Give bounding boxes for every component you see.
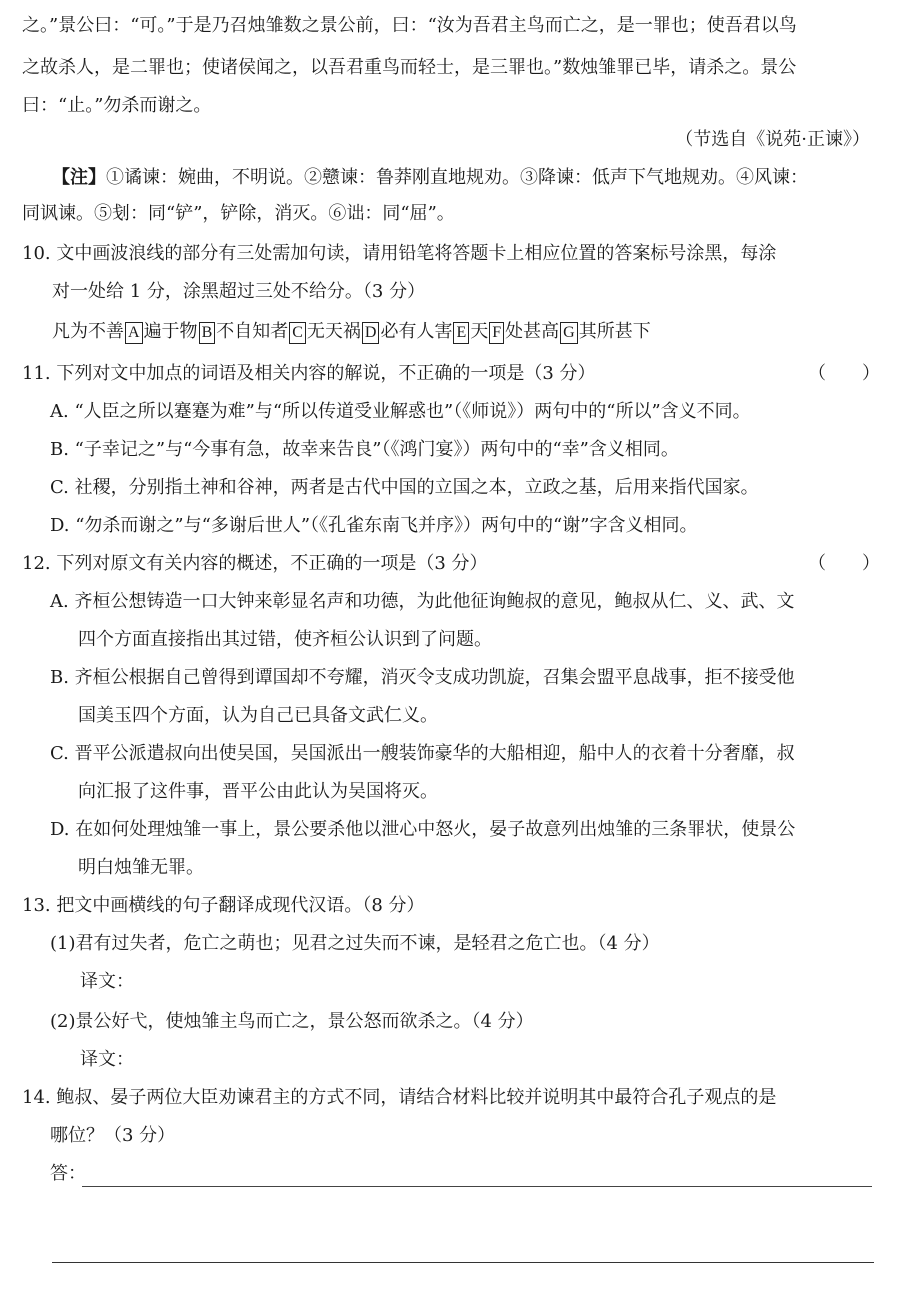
q14-answer-line[interactable] (82, 1186, 872, 1187)
q13-translation-label-2: 译文： (80, 1049, 134, 1070)
q10-option-box-g[interactable]: G (560, 322, 578, 344)
passage-line-3: 曰：“止。”勿杀而谢之。 (22, 95, 212, 116)
bottom-rule (52, 1262, 874, 1263)
q12-option-b-line-1: B. 齐桓公根据自己曾得到谭国却不夸耀，消灭令支成功凯旋，召集会盟平息战事，拒不接受他 (50, 667, 795, 688)
q12-option-a-line-1: A. 齐桓公想铸造一口大钟来彰显名声和功德，为此他征询鲍叔的意见，鲍叔从仁、义、武、文 (50, 591, 795, 612)
q11-option-b: B. “子幸记之”与“今事有急，故幸来告良”（《鸿门宴》）两句中的“幸”含义相同。 (50, 439, 679, 460)
q12-option-a-line-2: 四个方面直接指出其过错，使齐桓公认识到了问题。 (78, 629, 492, 650)
q10-option-box-b[interactable]: B (199, 322, 216, 344)
q11-stem: 11. 下列对文中加点的词语及相关内容的解说，不正确的一项是（3 分） (22, 363, 596, 384)
q10-stem-line-2: 对一处给 1 分，涂黑超过三处不给分。（3 分） (52, 281, 426, 302)
q12-answer-paren[interactable]: （ ） (808, 553, 880, 574)
passage-source: （节选自《说苑·正谏》） (675, 129, 870, 150)
q14-answer-label: 答： (50, 1163, 86, 1184)
passage-line-1: 之。”景公曰：“可。”于是乃召烛雏数之景公前，曰：“汝为吾君主鸟而亡之，是一罪也；使吾君以鸟 (22, 15, 797, 36)
note-line-1 (52, 166, 808, 190)
note-text-1: ①谲谏：婉曲，不明说。②戆谏：鲁莽刚直地规劝。③降谏：低声下气地规劝。④风谏： (106, 167, 808, 188)
q12-stem: 12. 下列对原文有关内容的概述，不正确的一项是（3 分） (22, 553, 488, 574)
q11-option-a: A. “人臣之所以蹇蹇为难”与“所以传道受业解惑也”（《师说》）两句中的“所以”含义不同。 (50, 401, 751, 422)
q14-stem-line-1: 14. 鲍叔、晏子两位大臣劝谏君主的方式不同，请结合材料比较并说明其中最符合孔子观点的是 (22, 1087, 777, 1108)
q13-stem: 13. 把文中画横线的句子翻译成现代汉语。（8 分） (22, 895, 425, 916)
q10-segment-text: 必有人害 (380, 321, 453, 342)
q13-sentence-1: (1)君有过失者，危亡之萌也；见君之过失而不谏，是轻君之危亡也。（4 分） (50, 933, 660, 954)
q12-option-b-line-2: 国美玉四个方面，认为自己已具备文武仁义。 (78, 705, 438, 726)
q10-segment-text: 无天祸 (306, 321, 361, 342)
q12-option-c-line-2: 向汇报了这件事，晋平公由此认为吴国将灭。 (78, 781, 438, 802)
q10-option-box-d[interactable]: D (362, 322, 380, 344)
q11-option-d: D. “勿杀而谢之”与“多谢后世人”（《孔雀东南飞并序》）两句中的“谢”字含义相同。 (50, 515, 698, 536)
q12-option-d-line-2: 明白烛雏无罪。 (78, 857, 204, 878)
q10-segment-text: 天 (470, 321, 489, 342)
q10-segment-text: 不自知者 (216, 321, 289, 342)
passage-line-2: 之故杀人，是二罪也；使诸侯闻之，以吾君重鸟而轻士，是三罪也。”数烛雏罪已毕，请杀之。景公 (22, 57, 797, 78)
q10-segments (52, 320, 651, 344)
q10-segment-text: 处甚高 (505, 321, 560, 342)
note-tag: 【注】 (52, 167, 106, 188)
q10-option-box-c[interactable]: C (289, 322, 306, 344)
q10-option-box-e[interactable]: E (453, 322, 469, 344)
q10-option-box-a[interactable]: A (125, 322, 143, 344)
q11-answer-paren[interactable]: （ ） (808, 363, 880, 384)
q10-segment-text: 遍于物 (143, 321, 198, 342)
q12-option-d-line-1: D. 在如何处理烛雏一事上，景公要杀他以泄心中怒火，晏子故意列出烛雏的三条罪状，使景公 (50, 819, 796, 840)
note-line-2: 同讽谏。⑤刬：同“铲”，铲除，消灭。⑥诎：同“屈”。 (22, 203, 455, 224)
q12-option-c-line-1: C. 晋平公派遣叔向出使吴国，吴国派出一艘装饰豪华的大船相迎，船中人的衣着十分奢靡，叔 (50, 743, 795, 764)
q13-translation-label-1: 译文： (80, 971, 134, 992)
q10-option-box-f[interactable]: F (489, 322, 504, 344)
q10-segment-text: 凡为不善 (52, 321, 124, 342)
q13-sentence-2: (2)景公好弋，使烛雏主鸟而亡之，景公怒而欲杀之。（4 分） (50, 1011, 534, 1032)
q10-segment-text: 其所甚下 (578, 321, 651, 342)
q10-stem-line-1: 10. 文中画波浪线的部分有三处需加句读，请用铅笔将答题卡上相应位置的答案标号涂黑，每涂 (22, 243, 777, 264)
q14-stem-line-2: 哪位？（3 分） (50, 1125, 176, 1146)
q11-option-c: C. 社稷，分别指土神和谷神，两者是古代中国的立国之本，立政之基，后用来指代国家。 (50, 477, 759, 498)
